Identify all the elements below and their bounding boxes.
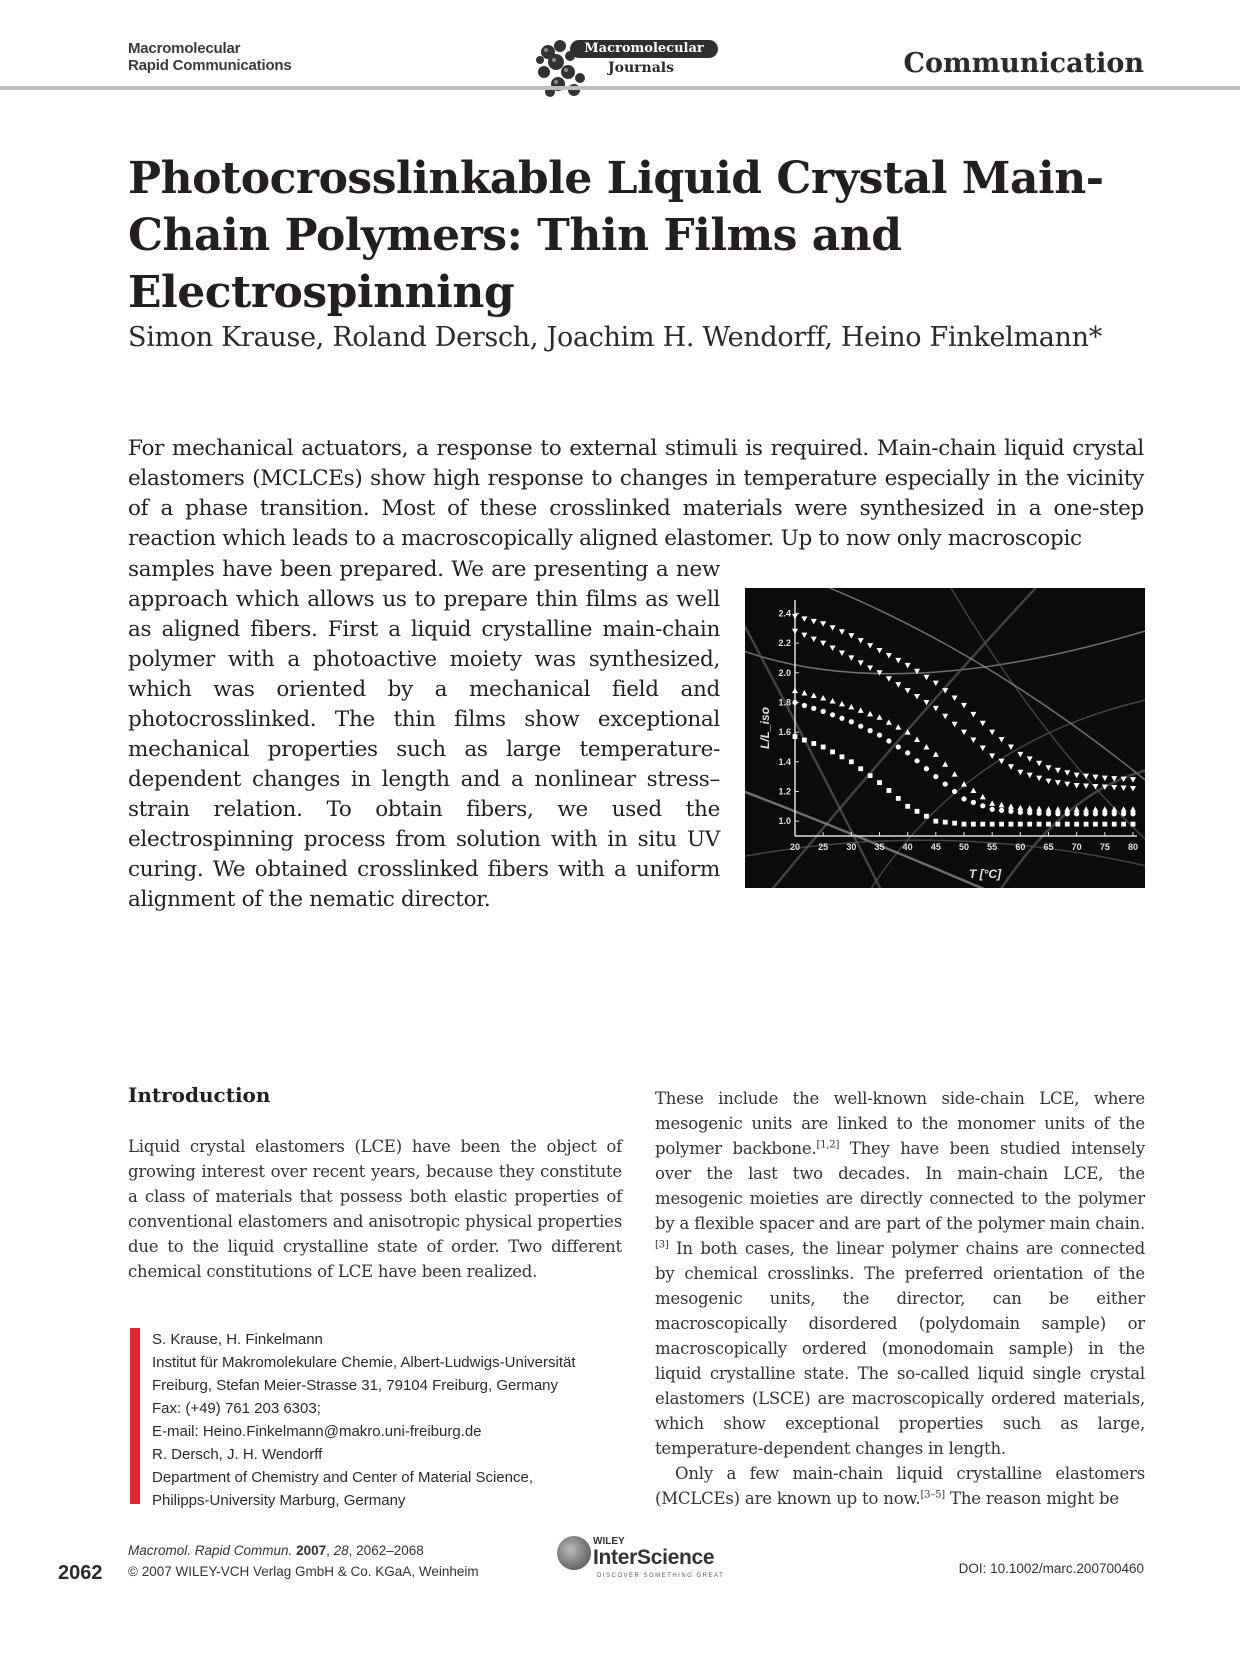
- data-point-triangle-down: [1074, 773, 1080, 779]
- x-tick-label: 65: [1043, 842, 1054, 852]
- data-point-triangle-down: [1092, 775, 1098, 781]
- data-point-triangle-down: [980, 721, 986, 727]
- data-point-square: [858, 766, 863, 771]
- data-point-square: [943, 820, 948, 825]
- x-tick-label: 40: [902, 842, 913, 852]
- right-paragraph-1: [655, 1086, 1145, 1461]
- data-point-circle: [905, 750, 910, 755]
- data-point-triangle-down: [1074, 783, 1080, 789]
- data-point-triangle-down: [801, 616, 807, 622]
- data-point-triangle-down: [905, 688, 911, 694]
- data-point-square: [830, 750, 835, 755]
- data-point-square: [1065, 822, 1070, 827]
- data-point-triangle: [820, 695, 826, 701]
- data-point-circle: [1046, 811, 1051, 816]
- data-point-square: [980, 822, 985, 827]
- data-point-circle: [821, 709, 826, 714]
- data-point-triangle-down: [1130, 777, 1136, 783]
- data-point-triangle-down: [961, 703, 967, 709]
- data-point-triangle: [989, 800, 995, 806]
- y-tick-label: 1.8: [778, 697, 791, 708]
- header-rule: [0, 86, 1240, 90]
- interscience-logo: [555, 1530, 745, 1590]
- data-point-square: [821, 745, 826, 750]
- right-paragraph-2: [655, 1461, 1145, 1511]
- data-point-circle: [933, 774, 938, 779]
- y-axis-label: L/L_iso: [758, 706, 772, 750]
- abstract-top: For mechanical actuators, a response to external stimuli is required. Main-chain liquid crystal elastomers (MCLCEs) show high response to changes in temperature especially in the vicinity of a phase transition. Most of these crosslinked materials were synthesized in a one-step reaction which leads to a macroscopically aligned elastomer. Up to now only macroscopic: [128, 436, 1144, 551]
- data-point-triangle-down: [792, 629, 798, 635]
- data-point-triangle: [1064, 806, 1070, 812]
- data-point-square: [1131, 822, 1136, 827]
- data-point-triangle-down: [1064, 770, 1070, 776]
- data-point-square: [1037, 822, 1042, 827]
- macromolecular-journals-logo: [530, 24, 720, 104]
- data-point-square: [1074, 822, 1079, 827]
- data-point-triangle: [952, 771, 958, 777]
- affiliation-line: Freiburg, Stefan Meier-Strasse 31, 79104 Freiburg, Germany: [152, 1377, 559, 1394]
- data-point-triangle-down: [1027, 773, 1033, 779]
- data-point-triangle: [1111, 806, 1117, 812]
- data-point-triangle: [914, 737, 920, 743]
- data-point-triangle: [1130, 806, 1136, 812]
- data-point-triangle-down: [1111, 785, 1117, 791]
- data-point-circle: [1130, 811, 1135, 816]
- cite-volume: 28: [333, 1543, 349, 1558]
- data-point-square: [811, 741, 816, 746]
- data-point-circle: [1065, 811, 1070, 816]
- data-point-triangle: [811, 693, 817, 699]
- data-point-triangle: [1102, 806, 1108, 812]
- data-point-circle: [1102, 811, 1107, 816]
- data-point-triangle-down: [848, 633, 854, 639]
- data-point-square: [896, 796, 901, 801]
- data-point-triangle-down: [858, 638, 864, 644]
- data-point-triangle-down: [1046, 779, 1052, 785]
- data-point-triangle: [877, 714, 883, 720]
- data-point-circle: [1008, 809, 1013, 814]
- data-point-square: [793, 734, 798, 739]
- data-point-circle: [830, 712, 835, 717]
- data-point-triangle: [1036, 806, 1042, 812]
- data-point-triangle-down: [811, 619, 817, 625]
- data-point-triangle-down: [820, 621, 826, 627]
- reference: [3]: [655, 1239, 669, 1251]
- data-point-triangle-down: [1055, 780, 1061, 786]
- article-title: Photocrosslinkable Liquid Crystal Main-Chain Polymers: Thin Films and Electrospinning: [128, 153, 1104, 318]
- data-point-triangle: [1083, 806, 1089, 812]
- data-point-triangle-down: [1017, 752, 1023, 758]
- data-point-circle: [952, 789, 957, 794]
- data-point-triangle-down: [895, 658, 901, 664]
- doi: DOI: 10.1002/marc.200700460: [958, 1561, 1144, 1576]
- fiber-strand: [745, 840, 1145, 868]
- abstract-figure: [745, 588, 1145, 888]
- data-point-square: [1046, 822, 1051, 827]
- data-point-triangle: [801, 690, 807, 696]
- data-point-square: [1112, 822, 1117, 827]
- length-vs-temperature-chart: [745, 588, 1145, 888]
- y-tick-label: 1.2: [778, 786, 791, 797]
- affiliation-line: S. Krause, H. Finkelmann: [152, 1331, 323, 1348]
- cite-pages: , 2062–2068: [348, 1543, 424, 1558]
- affiliation-email: E-mail: Heino.Finkelmann@makro.uni-freiburg.de: [152, 1423, 482, 1440]
- data-point-triangle: [999, 802, 1005, 808]
- data-point-triangle-down: [999, 759, 1005, 765]
- data-point-circle: [914, 758, 919, 763]
- data-point-circle: [990, 807, 995, 812]
- data-point-square: [1093, 822, 1098, 827]
- data-point-triangle-down: [867, 643, 873, 649]
- data-point-circle: [971, 800, 976, 805]
- logo-pill-text: Macromolecular: [570, 40, 718, 58]
- data-point-triangle: [970, 787, 976, 793]
- x-tick-label: 60: [1015, 842, 1026, 852]
- x-tick-label: 75: [1099, 842, 1110, 852]
- data-point-triangle-down: [933, 681, 939, 687]
- data-point-triangle: [830, 698, 836, 704]
- y-tick-label: 1.0: [778, 816, 791, 827]
- data-point-circle: [877, 732, 882, 737]
- affiliation-line: Department of Chemistry and Center of Material Science,: [152, 1469, 533, 1486]
- data-point-triangle-down: [1036, 761, 1042, 767]
- data-point-triangle: [933, 751, 939, 757]
- citation: [128, 1540, 479, 1582]
- reference: [3–5]: [920, 1489, 945, 1501]
- data-point-circle: [961, 796, 966, 801]
- data-point-square: [802, 738, 807, 743]
- data-point-triangle: [839, 701, 845, 707]
- data-point-square: [1084, 822, 1089, 827]
- data-point-triangle-down: [1130, 786, 1136, 792]
- text-span: They have been studied intensely over the last two decades. In main-chain LCE, the mesogenic moieties are directly connected to the polymer by a flexible spacer and are part of the polymer main chain.: [655, 1139, 1145, 1233]
- affiliation-box: [128, 1328, 628, 1510]
- data-point-triangle-down: [1008, 764, 1014, 770]
- data-point-triangle-down: [848, 655, 854, 661]
- data-point-triangle-down: [877, 648, 883, 654]
- data-point-square: [990, 822, 995, 827]
- data-point-triangle: [848, 704, 854, 710]
- data-point-triangle: [1092, 806, 1098, 812]
- data-point-square: [1018, 822, 1023, 827]
- data-point-triangle-down: [1036, 776, 1042, 782]
- data-point-triangle: [1008, 803, 1014, 809]
- authors: Simon Krause, Roland Dersch, Joachim H. Wendorff, Heino Finkelmann*: [128, 322, 1102, 353]
- data-point-triangle-down: [1083, 774, 1089, 780]
- logo-tagline: DISCOVER SOMETHING GREAT: [597, 1573, 725, 1579]
- data-point-triangle-down: [1102, 776, 1108, 782]
- x-tick-label: 80: [1127, 842, 1139, 852]
- data-point-square: [1102, 822, 1107, 827]
- data-point-circle: [1037, 811, 1042, 816]
- data-point-triangle-down: [999, 737, 1005, 743]
- data-point-square: [962, 822, 967, 827]
- data-point-square: [849, 759, 854, 764]
- fiber-strand: [745, 788, 1005, 888]
- logo-wiley-text: WILEY: [593, 1536, 625, 1547]
- text-span: The reason might be: [944, 1489, 1119, 1508]
- data-point-triangle-down: [801, 633, 807, 639]
- data-point-triangle: [923, 744, 929, 750]
- data-point-triangle-down: [914, 694, 920, 700]
- x-tick-label: 55: [987, 842, 998, 852]
- data-point-triangle-down: [1083, 784, 1089, 790]
- data-point-triangle-down: [1121, 786, 1127, 792]
- data-point-triangle-down: [1046, 765, 1052, 771]
- fiber-strand: [865, 698, 1145, 888]
- data-point-square: [886, 788, 891, 793]
- data-point-triangle-down: [942, 714, 948, 720]
- data-point-triangle-down: [970, 738, 976, 744]
- data-point-square: [868, 773, 873, 778]
- data-point-circle: [980, 803, 985, 808]
- data-point-circle: [924, 766, 929, 771]
- logo-interscience-text: InterScience: [593, 1546, 715, 1569]
- data-point-circle: [1074, 811, 1079, 816]
- data-point-triangle-down: [1017, 770, 1023, 776]
- data-point-triangle: [858, 707, 864, 713]
- data-point-square: [933, 819, 938, 824]
- right-column: [655, 1086, 1145, 1511]
- affiliation-accent-bar: [130, 1328, 140, 1504]
- x-axis-label: T [°C]: [968, 867, 1002, 881]
- data-point-triangle-down: [1055, 768, 1061, 774]
- journal-name-line1: Macromolecular: [128, 40, 241, 57]
- abstract-left: samples have been prepared. We are presenting a new approach which allows us to prepare thin films as well as aligned fibers. First a liquid crystalline main-chain polymer with a photoactive moiety was synthesized, which was oriented by a mechanical field and photocrosslinked. The thin films show exceptional mechanical properties such as large temperature-dependent changes in length and a nonlinear stress–strain relation. To obtain fibers, we used the electrospinning process from solution with in situ UV curing. We obtained crosslinked fibers with a uniform alignment of the nematic director.: [128, 557, 720, 912]
- x-tick-label: 20: [789, 842, 801, 852]
- data-point-triangle-down: [952, 722, 958, 728]
- globe-icon: [557, 1536, 591, 1570]
- affiliation-line: Philipps-University Marburg, Germany: [152, 1492, 406, 1509]
- data-point-triangle: [886, 719, 892, 725]
- data-point-triangle-down: [933, 706, 939, 712]
- y-tick-label: 2.0: [778, 667, 791, 678]
- introduction-paragraph: Liquid crystal elastomers (LCE) have been the object of growing interest over recent years, because they constitute a class of materials that possess both elastic properties of conventional elastomers and anisotropic physical properties due to the liquid crystalline state of order. Two different chemical constitutions of LCE have been realized.: [128, 1137, 622, 1281]
- data-point-triangle-down: [970, 712, 976, 718]
- data-point-triangle-down: [867, 665, 873, 671]
- affiliation-line: Fax: (+49) 761 203 6303;: [152, 1400, 321, 1417]
- data-point-triangle-down: [905, 663, 911, 669]
- chart-marks: [792, 614, 1136, 827]
- cite-journal: Macromol. Rapid Commun.: [128, 1543, 293, 1558]
- data-point-triangle-down: [839, 650, 845, 656]
- data-point-triangle: [1055, 806, 1061, 812]
- data-point-triangle-down: [839, 629, 845, 635]
- y-tick-label: 2.2: [778, 638, 791, 649]
- x-tick-label: 25: [818, 842, 829, 852]
- data-point-square: [840, 754, 845, 759]
- data-point-triangle: [895, 724, 901, 730]
- data-point-triangle-down: [830, 625, 836, 631]
- cite-year: 2007: [296, 1543, 327, 1558]
- data-point-triangle-down: [830, 646, 836, 652]
- data-point-triangle: [1046, 806, 1052, 812]
- data-point-triangle-down: [961, 730, 967, 736]
- x-tick-label: 30: [846, 842, 857, 852]
- introduction-heading: Introduction: [128, 1083, 271, 1107]
- data-point-triangle-down: [1008, 744, 1014, 750]
- x-tick-label: 35: [874, 842, 885, 852]
- data-point-circle: [886, 738, 891, 743]
- data-point-circle: [1027, 810, 1032, 815]
- data-point-circle: [999, 808, 1004, 813]
- data-point-triangle-down: [923, 675, 929, 681]
- data-point-triangle-down: [811, 637, 817, 643]
- data-point-square: [1027, 822, 1032, 827]
- data-point-circle: [943, 781, 948, 786]
- data-point-circle: [1018, 810, 1023, 815]
- text-span: These include the well-known side-chain LCE, where mesogenic units are linked to the monomer units of the polymer backbone.: [655, 1089, 1145, 1158]
- fiber-strand: [805, 588, 1145, 788]
- data-point-square: [952, 821, 957, 826]
- data-point-square: [877, 780, 882, 785]
- data-point-triangle-down: [1092, 784, 1098, 790]
- data-point-triangle: [792, 688, 798, 694]
- text-span: In both cases, the linear polymer chains are connected by chemical crosslinks. The preferred orientation of the mesogenic units, the director, can be either macroscopically disordered (polydomain sample) or macroscopically ordered (monodomain sample) in the liquid crystalline state. The so-called liquid single crystal elastomers (LSCE) are macroscopically ordered materials, which show exceptional properties such as large, temperature-dependent changes in length.: [655, 1239, 1145, 1458]
- affiliation-lines: [152, 1328, 632, 1512]
- data-point-circle: [802, 703, 807, 708]
- data-point-circle: [1055, 811, 1060, 816]
- data-point-circle: [868, 728, 873, 733]
- data-point-circle: [811, 706, 816, 711]
- data-point-triangle-down: [820, 641, 826, 647]
- data-point-triangle-down: [858, 660, 864, 666]
- data-point-circle: [792, 700, 797, 705]
- data-point-circle: [1112, 811, 1117, 816]
- affiliation-line: R. Dersch, J. H. Wendorff: [152, 1446, 323, 1463]
- data-point-triangle: [1017, 805, 1023, 811]
- y-tick-label: 1.6: [778, 727, 791, 738]
- data-point-square: [915, 809, 920, 814]
- data-point-triangle: [980, 794, 986, 800]
- x-tick-label: 45: [930, 842, 941, 852]
- data-point-triangle: [942, 761, 948, 767]
- data-point-circle: [858, 724, 863, 729]
- data-point-triangle-down: [895, 682, 901, 688]
- copyright: © 2007 WILEY-VCH Verlag GmbH & Co. KGaA, Weinheim: [128, 1564, 479, 1579]
- data-point-triangle-down: [886, 676, 892, 682]
- journal-name: [128, 40, 292, 74]
- data-point-triangle-down: [886, 653, 892, 659]
- citation-line: Macromol. Rapid Commun. 2007, 28, 2062–2068: [128, 1543, 424, 1558]
- affiliation-line: Institut für Makromolekulare Chemie, Albert-Ludwigs-Universität: [152, 1354, 576, 1371]
- data-point-circle: [1093, 811, 1098, 816]
- data-point-square: [924, 814, 929, 819]
- data-point-circle: [849, 719, 854, 724]
- data-point-circle: [1121, 811, 1126, 816]
- data-point-circle: [896, 744, 901, 749]
- logo-subtext: Journals: [608, 60, 674, 76]
- data-point-triangle: [1027, 805, 1033, 811]
- journal-name-line2: Rapid Communications: [128, 57, 292, 74]
- page-number: 2062: [58, 1562, 103, 1584]
- data-point-square: [1055, 822, 1060, 827]
- data-point-triangle: [867, 711, 873, 717]
- data-point-square: [905, 804, 910, 809]
- data-point-triangle-down: [989, 753, 995, 759]
- y-tick-label: 2.4: [778, 608, 791, 619]
- data-point-triangle: [1121, 806, 1127, 812]
- data-point-square: [999, 822, 1004, 827]
- data-point-square: [1121, 822, 1126, 827]
- data-point-circle: [1083, 811, 1088, 816]
- reference: [1,2]: [816, 1139, 840, 1151]
- data-point-square: [971, 822, 976, 827]
- data-point-triangle-down: [989, 730, 995, 736]
- y-tick-label: 1.4: [778, 756, 791, 767]
- data-point-square: [1009, 822, 1014, 827]
- text-span: Only a few main-chain liquid crystalline elastomers (MCLCEs) are known up to now.: [655, 1464, 1145, 1508]
- data-point-triangle-down: [1027, 756, 1033, 762]
- data-point-triangle-down: [952, 696, 958, 702]
- x-tick-label: 70: [1071, 842, 1082, 852]
- data-point-triangle-down: [1064, 782, 1070, 788]
- data-point-triangle-down: [980, 745, 986, 751]
- data-point-triangle-down: [792, 614, 798, 620]
- x-tick-label: 50: [958, 842, 970, 852]
- section-label: Communication: [903, 48, 1144, 79]
- data-point-circle: [839, 716, 844, 721]
